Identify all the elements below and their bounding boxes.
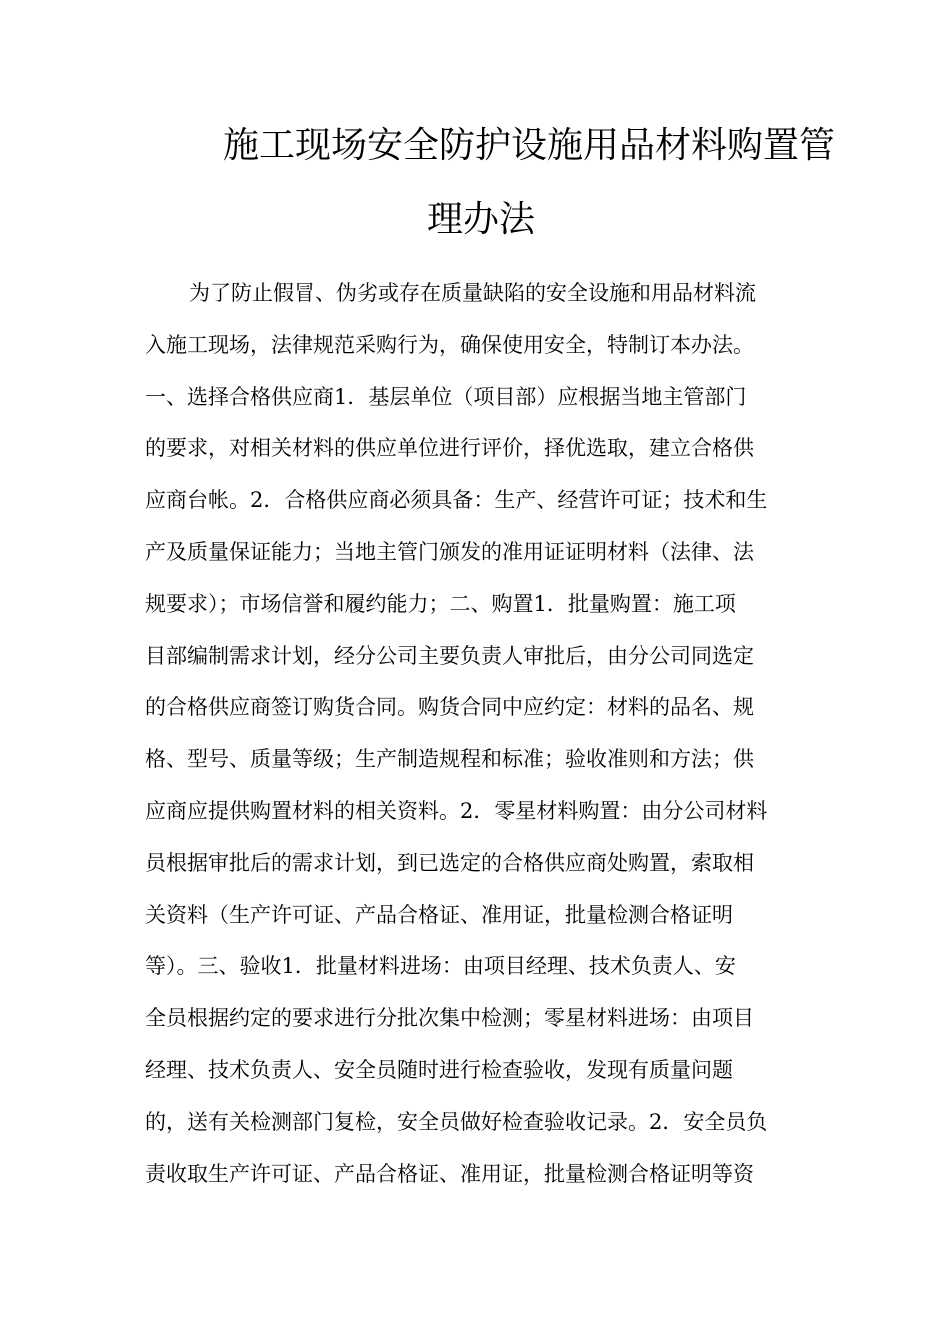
body-text-line: 规要求）；市场信誉和履约能力；二、购置1．批量购置：施工项 — [145, 591, 736, 616]
document-title-line-2: 理办法 — [427, 199, 536, 240]
body-text-line: 为了防止假冒、伪劣或存在质量缺陷的安全设施和用品材料流 — [189, 281, 756, 305]
body-text-line: 的，送有关检测部门复检，安全员做好检查验收记录。2．安全员负 — [145, 1109, 768, 1134]
document-title-line-1: 施工现场安全防护设施用品材料购置管 — [223, 125, 836, 166]
body-text-line: 全员根据约定的要求进行分批次集中检测；零星材料进场：由项目 — [145, 1006, 754, 1031]
body-text-line: 入施工现场，法律规范采购行为，确保使用安全，特制订本办法。 — [145, 332, 754, 357]
body-text-line: 应商台帐。2．合格供应商必须具备：生产、经营许可证；技术和生 — [145, 488, 768, 513]
body-text-line: 应商应提供购置材料的相关资料。2．零星材料购置：由分公司材料 — [145, 798, 768, 823]
body-text-line: 等）。三、验收1．批量材料进场：由项目经理、技术负责人、安 — [145, 954, 736, 979]
body-text-line: 产及质量保证能力；当地主管门颁发的准用证证明材料（法律、法 — [145, 539, 754, 564]
body-text-line: 关资料（生产许可证、产品合格证、准用证，批量检测合格证明 — [145, 902, 733, 927]
body-text-line: 的合格供应商签订购货合同。购货合同中应约定：材料的品名、规 — [145, 695, 754, 720]
document-body — [145, 268, 815, 1200]
body-text-line: 格、型号、质量等级；生产制造规程和标准；验收准则和方法；供 — [145, 747, 754, 772]
body-text-line: 经理、技术负责人、安全员随时进行检查验收，发现有质量问题 — [145, 1057, 733, 1082]
body-text-line: 的要求，对相关材料的供应单位进行评价，择优选取，建立合格供 — [145, 436, 754, 461]
body-text-line: 员根据审批后的需求计划，到已选定的合格供应商处购置，索取相 — [145, 850, 754, 875]
body-text-line: 责收取生产许可证、产品合格证、准用证，批量检测合格证明等资 — [145, 1161, 754, 1186]
body-text-line: 一、选择合格供应商1．基层单位（项目部）应根据当地主管部门 — [145, 384, 747, 409]
body-text-line: 目部编制需求计划，经分公司主要负责人审批后，由分公司同选定 — [145, 643, 754, 668]
